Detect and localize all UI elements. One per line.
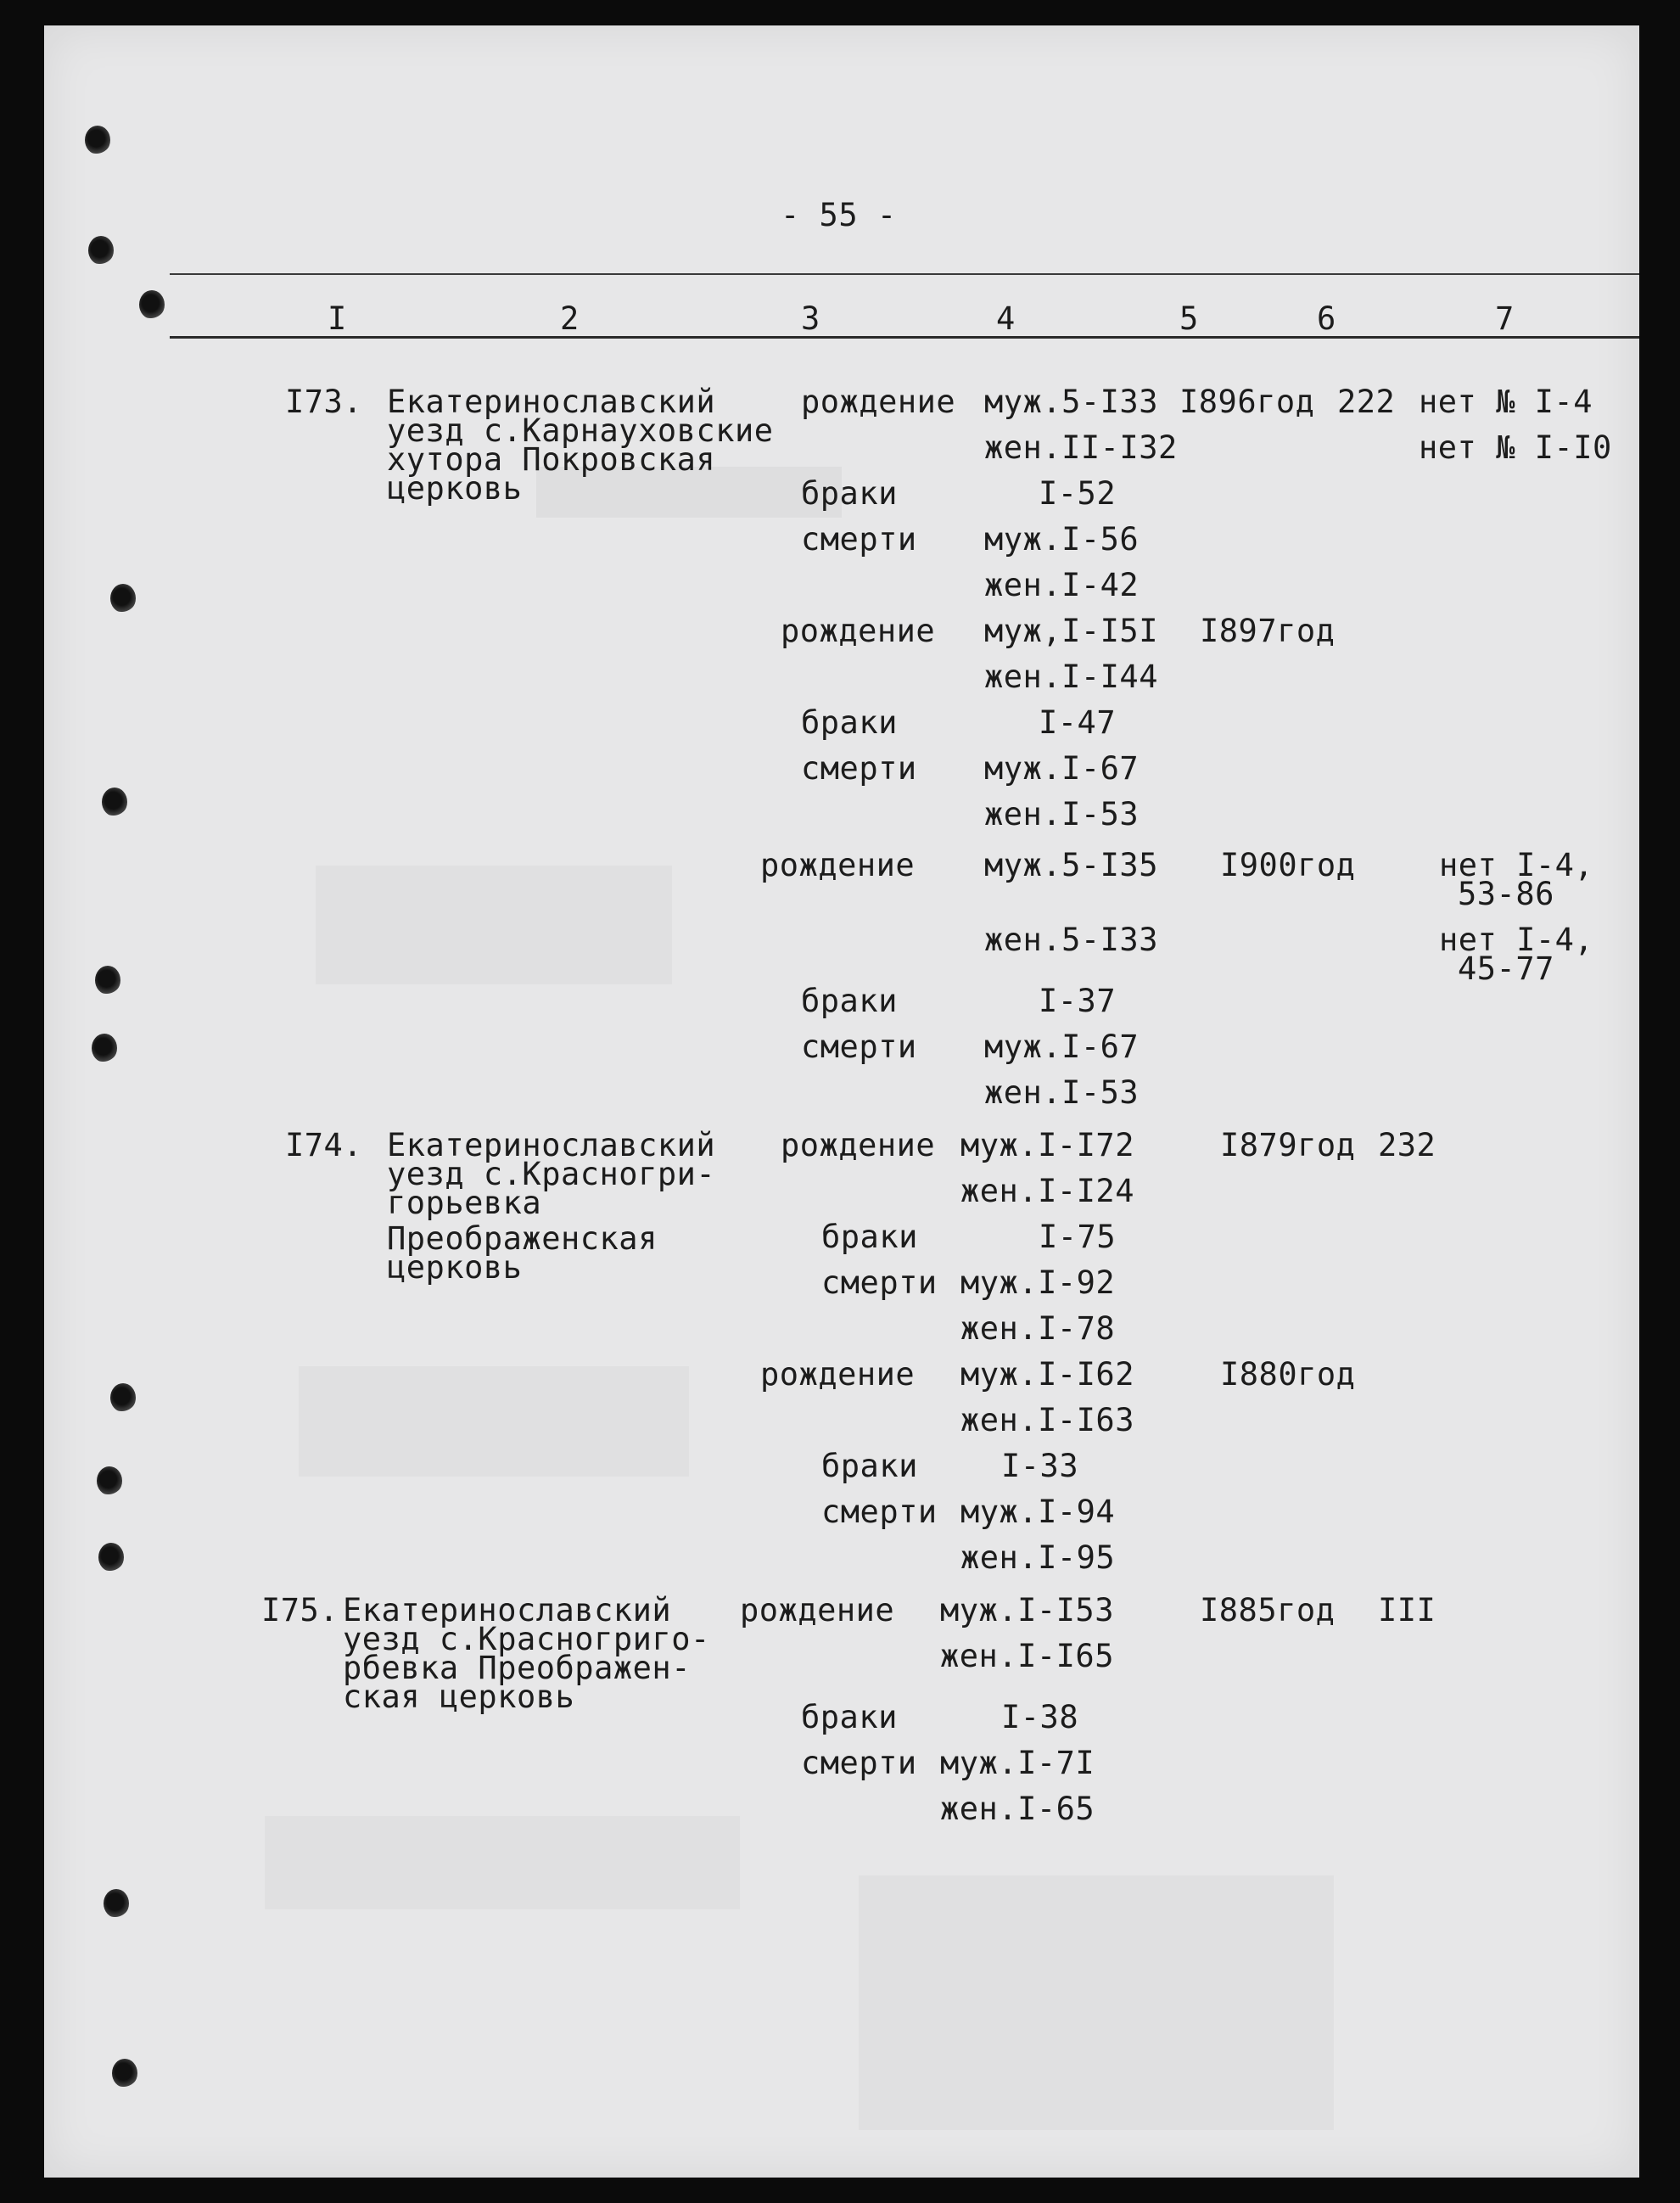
record-value: муж,I-I5I xyxy=(984,613,1158,649)
record-year: I900год xyxy=(1220,847,1356,883)
record-value: I-33 xyxy=(1001,1448,1079,1484)
record-value: жен.5-I33 xyxy=(984,922,1158,958)
record-year: I897год xyxy=(1200,613,1336,649)
record-note: нет I-4, xyxy=(1439,847,1594,883)
record-value: I-38 xyxy=(1001,1699,1079,1735)
record-value: муж.I-I53 xyxy=(940,1592,1114,1628)
record-value: муж.I-56 xyxy=(984,521,1140,558)
record-value: муж.I-I62 xyxy=(960,1356,1134,1393)
record-value: жен.I-I65 xyxy=(940,1638,1114,1674)
record-type: смерти xyxy=(801,521,917,558)
record-value: жен.I-95 xyxy=(960,1539,1116,1576)
column-header-6: 6 xyxy=(1317,300,1336,337)
punch-hole xyxy=(110,1383,136,1412)
punch-hole xyxy=(97,1466,122,1495)
record-value: жен.I-78 xyxy=(960,1310,1116,1347)
record-value: жен.I-42 xyxy=(984,567,1140,603)
entry-place-line: церковь xyxy=(387,470,523,507)
punch-hole xyxy=(98,1543,124,1572)
header-rule-top xyxy=(170,273,1639,275)
column-header-1: I xyxy=(328,300,347,337)
record-type: браки xyxy=(801,983,898,1019)
record-value: жен.I-I44 xyxy=(984,659,1158,695)
entry-number: I74. xyxy=(285,1127,363,1163)
record-year: I896год xyxy=(1179,384,1315,420)
record-value: муж.5-I33 xyxy=(984,384,1158,420)
punch-hole xyxy=(92,1034,117,1062)
document-page xyxy=(44,25,1639,2178)
record-value: I-47 xyxy=(1039,704,1117,741)
record-note: нет № I-I0 xyxy=(1419,429,1612,466)
column-header-5: 5 xyxy=(1179,300,1199,337)
record-type: смерти xyxy=(821,1494,938,1530)
punch-hole xyxy=(85,126,110,154)
entry-place-line: рбевка Преображен- xyxy=(343,1650,691,1686)
record-value: жен.I-53 xyxy=(984,796,1140,832)
record-type: рождение xyxy=(801,384,956,420)
record-note: нет I-4, xyxy=(1439,922,1594,958)
record-type: рождение xyxy=(760,847,916,883)
punch-hole xyxy=(112,2059,137,2088)
column-header-3: 3 xyxy=(801,300,820,337)
header-rule-bottom xyxy=(170,336,1639,339)
record-year: I879год xyxy=(1220,1127,1356,1163)
record-year: I880год xyxy=(1220,1356,1356,1393)
record-value: муж.I-I72 xyxy=(960,1127,1134,1163)
record-note: 45-77 xyxy=(1458,950,1554,987)
record-type: смерти xyxy=(821,1264,938,1301)
entry-place-line: Екатеринославский xyxy=(387,384,716,420)
bleed-through-shadow xyxy=(316,866,672,984)
record-value: муж.I-94 xyxy=(960,1494,1116,1530)
record-value: муж.5-I35 xyxy=(984,847,1158,883)
bleed-through-shadow xyxy=(299,1366,689,1477)
column-header-4: 4 xyxy=(996,300,1016,337)
record-type: смерти xyxy=(801,750,917,787)
entry-place-line: Екатеринославский xyxy=(387,1127,716,1163)
record-count: 232 xyxy=(1378,1127,1436,1163)
entry-place-line: хутора Покровская xyxy=(387,441,716,478)
entry-place-line: Екатеринославский xyxy=(343,1592,672,1628)
record-type: смерти xyxy=(801,1745,917,1781)
record-year: I885год xyxy=(1200,1592,1336,1628)
punch-hole xyxy=(104,1889,129,1918)
record-type: рождение xyxy=(781,613,936,649)
record-count: III xyxy=(1378,1592,1436,1628)
record-type: браки xyxy=(801,1699,898,1735)
entry-place-line: уезд с.Красногри- xyxy=(387,1156,716,1192)
record-value: I-75 xyxy=(1039,1219,1117,1255)
punch-hole xyxy=(139,290,165,319)
record-value: муж.I-67 xyxy=(984,1029,1140,1065)
record-value: муж.I-67 xyxy=(984,750,1140,787)
record-type: рождение xyxy=(740,1592,895,1628)
entry-place-line: ская церковь xyxy=(343,1679,575,1715)
record-type: смерти xyxy=(801,1029,917,1065)
punch-hole xyxy=(102,788,127,816)
record-value: муж.I-92 xyxy=(960,1264,1116,1301)
record-type: браки xyxy=(821,1219,918,1255)
punch-hole xyxy=(88,236,114,265)
column-header-7: 7 xyxy=(1495,300,1515,337)
page-number: - 55 - xyxy=(781,197,897,233)
record-note: нет № I-4 xyxy=(1419,384,1593,420)
entry-number: I75. xyxy=(261,1592,339,1628)
bleed-through-shadow xyxy=(859,1875,1334,2130)
entry-number: I73. xyxy=(285,384,363,420)
record-note: 53-86 xyxy=(1458,876,1554,912)
record-value: жен.I-65 xyxy=(940,1791,1095,1827)
record-value: жен.I-I63 xyxy=(960,1402,1134,1438)
record-value: жен.I-I24 xyxy=(960,1173,1134,1209)
record-value: I-52 xyxy=(1039,475,1117,512)
entry-place-line: уезд с.Карнауховские xyxy=(387,412,774,449)
entry-place-line: уезд с.Красногриго- xyxy=(343,1621,710,1657)
record-type: браки xyxy=(821,1448,918,1484)
entry-place-line: Преображенская xyxy=(387,1220,658,1257)
record-count: 222 xyxy=(1337,384,1396,420)
record-value: жен.I-53 xyxy=(984,1074,1140,1111)
record-type: браки xyxy=(801,704,898,741)
entry-place-line: горьевка xyxy=(387,1185,542,1221)
record-type: браки xyxy=(801,475,898,512)
record-type: рождение xyxy=(760,1356,916,1393)
column-header-2: 2 xyxy=(560,300,580,337)
bleed-through-shadow xyxy=(265,1816,740,1909)
record-value: жен.II-I32 xyxy=(984,429,1178,466)
record-value: I-37 xyxy=(1039,983,1117,1019)
entry-place-line: церковь xyxy=(387,1249,523,1286)
punch-hole xyxy=(110,584,136,613)
record-value: муж.I-7I xyxy=(940,1745,1095,1781)
record-type: рождение xyxy=(781,1127,936,1163)
punch-hole xyxy=(95,966,120,995)
